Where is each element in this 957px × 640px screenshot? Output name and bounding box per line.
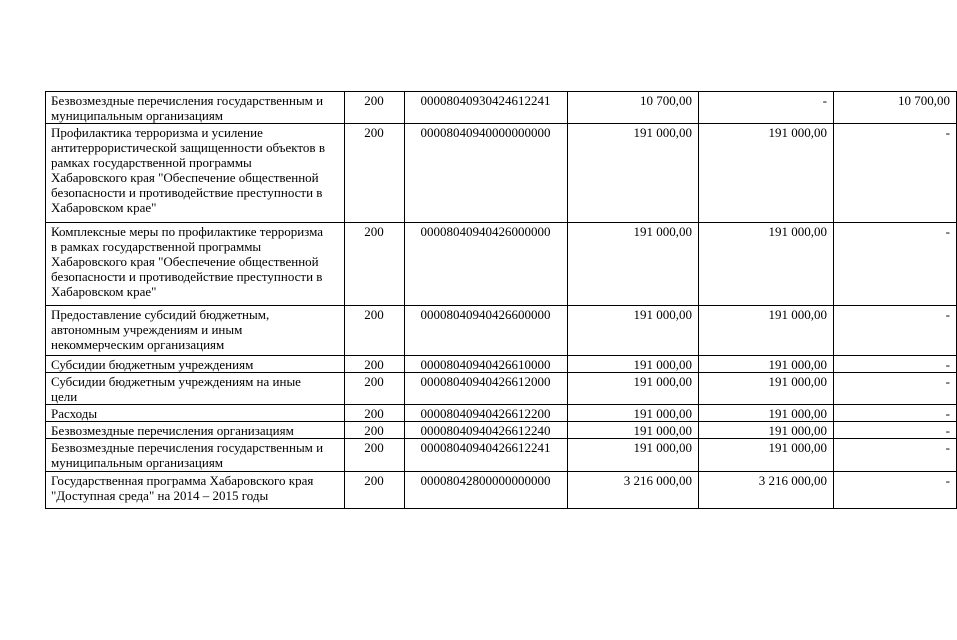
classifier-cell: 00008040930424612241 bbox=[405, 92, 568, 124]
amount-3-cell: - bbox=[834, 124, 957, 223]
budget-table bbox=[45, 91, 957, 509]
table-row bbox=[46, 439, 957, 472]
amount-2-cell: 191 000,00 bbox=[699, 405, 834, 422]
amount-2-cell: 191 000,00 bbox=[699, 422, 834, 439]
item-name-cell: Безвозмездные перечисления организациям bbox=[46, 422, 345, 439]
classifier-cell: 00008040940000000000 bbox=[405, 124, 568, 223]
code-cell: 200 bbox=[345, 405, 405, 422]
code-cell: 200 bbox=[345, 373, 405, 405]
code-cell: 200 bbox=[345, 356, 405, 373]
amount-1-cell: 10 700,00 bbox=[568, 92, 699, 124]
item-name-cell: Государственная программа Хабаровского края "Доступная среда" на 2014 – 2015 годы bbox=[46, 472, 345, 509]
classifier-cell: 00008040940426000000 bbox=[405, 223, 568, 306]
table-row bbox=[46, 223, 957, 306]
item-name-cell: Безвозмездные перечисления государственным и муниципальным организациям bbox=[46, 92, 345, 124]
amount-3-cell: 10 700,00 bbox=[834, 92, 957, 124]
code-cell: 200 bbox=[345, 472, 405, 509]
amount-1-cell: 191 000,00 bbox=[568, 422, 699, 439]
amount-3-cell: - bbox=[834, 422, 957, 439]
table-row bbox=[46, 124, 957, 223]
classifier-cell: 00008040940426610000 bbox=[405, 356, 568, 373]
amount-2-cell: 3 216 000,00 bbox=[699, 472, 834, 509]
amount-2-cell: - bbox=[699, 92, 834, 124]
classifier-cell: 00008042800000000000 bbox=[405, 472, 568, 509]
amount-2-cell: 191 000,00 bbox=[699, 306, 834, 356]
amount-1-cell: 191 000,00 bbox=[568, 439, 699, 472]
item-name-cell: Предоставление субсидий бюджетным, автономным учреждениям и иным некоммерческим организациям bbox=[46, 306, 345, 356]
table-row bbox=[46, 472, 957, 509]
code-cell: 200 bbox=[345, 439, 405, 472]
amount-3-cell: - bbox=[834, 439, 957, 472]
budget-table-body bbox=[46, 92, 957, 509]
table-row bbox=[46, 373, 957, 405]
item-name-cell: Субсидии бюджетным учреждениям на иные цели bbox=[46, 373, 345, 405]
amount-2-cell: 191 000,00 bbox=[699, 356, 834, 373]
amount-1-cell: 191 000,00 bbox=[568, 124, 699, 223]
amount-3-cell: - bbox=[834, 356, 957, 373]
amount-3-cell: - bbox=[834, 306, 957, 356]
amount-1-cell: 191 000,00 bbox=[568, 356, 699, 373]
classifier-cell: 00008040940426600000 bbox=[405, 306, 568, 356]
item-name-cell: Комплексные меры по профилактике терроризма в рамках государственной программы Хабаровского края "Обеспечение общественной безопасности и противодействие преступности в Хабаровском крае" bbox=[46, 223, 345, 306]
amount-3-cell: - bbox=[834, 373, 957, 405]
classifier-cell: 00008040940426612240 bbox=[405, 422, 568, 439]
amount-2-cell: 191 000,00 bbox=[699, 439, 834, 472]
code-cell: 200 bbox=[345, 223, 405, 306]
amount-1-cell: 3 216 000,00 bbox=[568, 472, 699, 509]
amount-3-cell: - bbox=[834, 223, 957, 306]
classifier-cell: 00008040940426612000 bbox=[405, 373, 568, 405]
table-row bbox=[46, 92, 957, 124]
amount-2-cell: 191 000,00 bbox=[699, 124, 834, 223]
code-cell: 200 bbox=[345, 124, 405, 223]
item-name-cell: Субсидии бюджетным учреждениям bbox=[46, 356, 345, 373]
amount-3-cell: - bbox=[834, 472, 957, 509]
code-cell: 200 bbox=[345, 422, 405, 439]
code-cell: 200 bbox=[345, 306, 405, 356]
amount-2-cell: 191 000,00 bbox=[699, 223, 834, 306]
amount-1-cell: 191 000,00 bbox=[568, 405, 699, 422]
amount-2-cell: 191 000,00 bbox=[699, 373, 834, 405]
table-row bbox=[46, 422, 957, 439]
amount-3-cell: - bbox=[834, 405, 957, 422]
item-name-cell: Безвозмездные перечисления государственным и муниципальным организациям bbox=[46, 439, 345, 472]
amount-1-cell: 191 000,00 bbox=[568, 306, 699, 356]
item-name-cell: Расходы bbox=[46, 405, 345, 422]
table-row bbox=[46, 306, 957, 356]
code-cell: 200 bbox=[345, 92, 405, 124]
amount-1-cell: 191 000,00 bbox=[568, 223, 699, 306]
item-name-cell: Профилактика терроризма и усиление антитеррористической защищенности объектов в рамках государственной программы Хабаровского края "Обеспечение общественной безопасности и противодействие преступности в Хабаровском крае" bbox=[46, 124, 345, 223]
amount-1-cell: 191 000,00 bbox=[568, 373, 699, 405]
classifier-cell: 00008040940426612200 bbox=[405, 405, 568, 422]
table-row bbox=[46, 356, 957, 373]
table-row bbox=[46, 405, 957, 422]
classifier-cell: 00008040940426612241 bbox=[405, 439, 568, 472]
